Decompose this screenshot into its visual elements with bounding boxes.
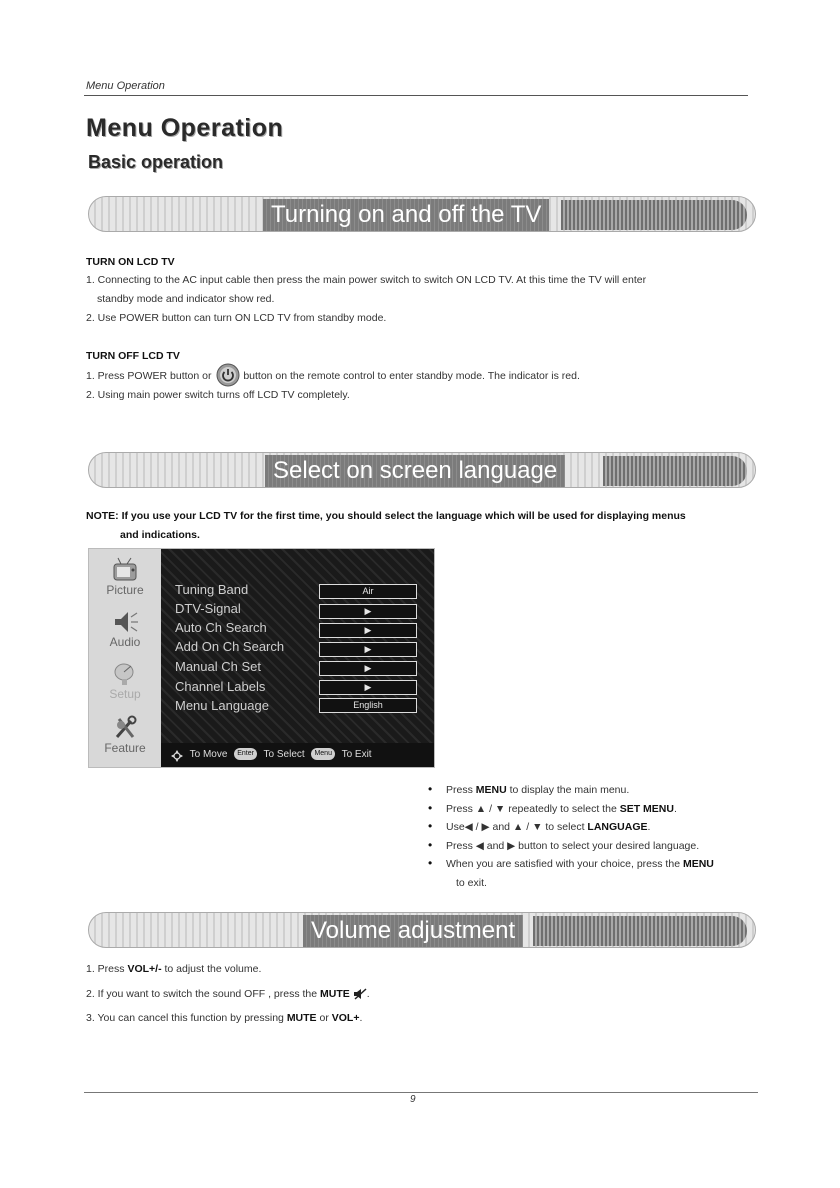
tv-icon (111, 557, 139, 583)
step-keyword: VOL+/- (127, 963, 162, 975)
menu-row-label: Menu Language (175, 698, 269, 713)
menu-tab-setup (95, 659, 155, 707)
bullet-keyword: MENU (475, 784, 507, 796)
tools-icon (111, 715, 139, 741)
turn-off-step-1 (86, 367, 580, 386)
page-title: Menu Operation (86, 114, 284, 142)
section-banner-turning (88, 196, 756, 232)
running-head: Menu Operation (86, 80, 165, 92)
turn-off-step-1-b: button on the remote control to enter standby mode. The indicator is red. (243, 370, 580, 382)
bullet-keyword: SET MENU (619, 802, 674, 815)
page-subtitle: Basic operation (88, 152, 224, 172)
banner-title: Select on screen language (265, 455, 565, 487)
bullet-text: to display the main menu. (506, 784, 630, 796)
volume-step-3 (86, 1009, 362, 1028)
step-text: or (316, 1012, 332, 1024)
turn-on-step-1: 1. Connecting to the AC input cable then press the main power switch to switch ON LCD TV. At this time the TV will enter (86, 274, 647, 286)
menu-tab-picture (95, 555, 155, 603)
menu-row-value: ▶ (319, 623, 417, 638)
banner-tail (603, 456, 747, 486)
banner-title: Volume adjustment (303, 915, 523, 947)
enter-key-pill: Enter (234, 748, 257, 760)
bullet-text: Use◀ / ▶ and ▲ / ▼ to select (446, 821, 588, 833)
bullet-text: . (673, 802, 677, 815)
turn-off-step-1-a: 1. Press POWER button or (86, 370, 212, 382)
menu-row-value: ▶ (319, 604, 417, 619)
turn-off-heading: TURN OFF LCD TV (86, 350, 180, 362)
menu-row-label: Add On Ch Search (175, 639, 285, 654)
menu-row-label: Tuning Band (175, 582, 249, 597)
menu-key-pill: Menu (311, 748, 335, 760)
dpad-icon (171, 748, 183, 760)
page-number: 9 (410, 1094, 416, 1105)
step-text: 2. If you want to switch the sound OFF , press the (86, 988, 321, 1000)
language-note (86, 507, 756, 545)
language-note-line-2: and indications. (120, 529, 200, 541)
volume-step-1 (86, 960, 261, 979)
menu-row-label: Channel Labels (175, 679, 266, 694)
menu-row-value: ▶ (319, 661, 417, 676)
bullet-text: When you are satisfied with your choice, press the (446, 858, 683, 870)
step-text: 1. Press (86, 963, 128, 975)
language-note-line-1: NOTE: If you use your LCD TV for the first time, you should select the language which will be used for displaying menus (86, 510, 686, 522)
footer-rule (84, 1092, 758, 1093)
menu-row-value: ▶ (319, 680, 417, 695)
menu-tab-label: Setup (109, 687, 141, 701)
list-item (420, 855, 770, 892)
banner-tail (561, 200, 747, 230)
banner-title: Turning on and off the TV (263, 199, 549, 231)
mute-icon (353, 988, 367, 1000)
footer-move-label: To Move (189, 749, 228, 760)
bullet-keyword: MENU (682, 858, 714, 870)
satellite-icon (111, 661, 139, 687)
menu-main-panel (161, 549, 434, 743)
bullet-text: . (647, 821, 651, 833)
menu-tab-label: Audio (109, 635, 141, 649)
list-item (420, 781, 770, 800)
power-icon (216, 363, 240, 387)
bullet-text: Press ▲ / ▼ repeatedly to select the (446, 802, 620, 815)
speaker-icon (111, 609, 139, 635)
language-steps-list (420, 781, 770, 892)
step-keyword: MUTE (286, 1012, 317, 1024)
step-text: to adjust the volume. (161, 963, 262, 975)
bullet-keyword: LANGUAGE (587, 821, 648, 833)
section-banner-volume (88, 912, 756, 948)
menu-tab-audio (95, 607, 155, 655)
menu-tab-label: Picture (106, 583, 144, 597)
list-item (420, 837, 770, 856)
step-text: . (359, 1012, 363, 1024)
turn-on-step-2: 2. Use POWER button can turn ON LCD TV from standby mode. (86, 312, 387, 324)
bullet-text: Press (446, 784, 476, 796)
turn-on-step-1-cont: standby mode and indicator show red. (97, 293, 275, 305)
menu-footer (161, 743, 434, 767)
turn-on-heading: TURN ON LCD TV (86, 256, 175, 268)
menu-tab-feature (95, 713, 155, 761)
step-text: 3. You can cancel this function by pressing (86, 1012, 287, 1024)
menu-row-label: Auto Ch Search (175, 620, 267, 635)
footer-exit-label: To Exit (341, 749, 372, 760)
banner-tail (533, 916, 747, 946)
step-keyword: MUTE (320, 988, 350, 1000)
volume-step-2 (86, 985, 370, 1004)
footer-select-label: To Select (263, 749, 305, 760)
menu-row-value: English (319, 698, 417, 713)
menu-sidebar (89, 549, 161, 767)
menu-tab-label: Feature (104, 741, 146, 755)
turn-off-step-2: 2. Using main power switch turns off LCD TV completely. (86, 389, 350, 401)
tv-menu-screenshot (88, 548, 435, 768)
list-item (420, 818, 770, 837)
step-keyword: VOL+ (331, 1012, 360, 1024)
bullet-text: to exit. (456, 876, 487, 889)
list-item (420, 800, 770, 819)
menu-row-value: Air (319, 584, 417, 599)
menu-row-label: Manual Ch Set (175, 659, 261, 674)
step-text: . (366, 988, 370, 1000)
menu-row-label: DTV-Signal (175, 601, 241, 616)
menu-row-value: ▶ (319, 642, 417, 657)
section-banner-language (88, 452, 756, 488)
bullet-text: Press ◀ and ▶ button to select your desired language. (446, 839, 700, 852)
header-rule (84, 95, 748, 96)
